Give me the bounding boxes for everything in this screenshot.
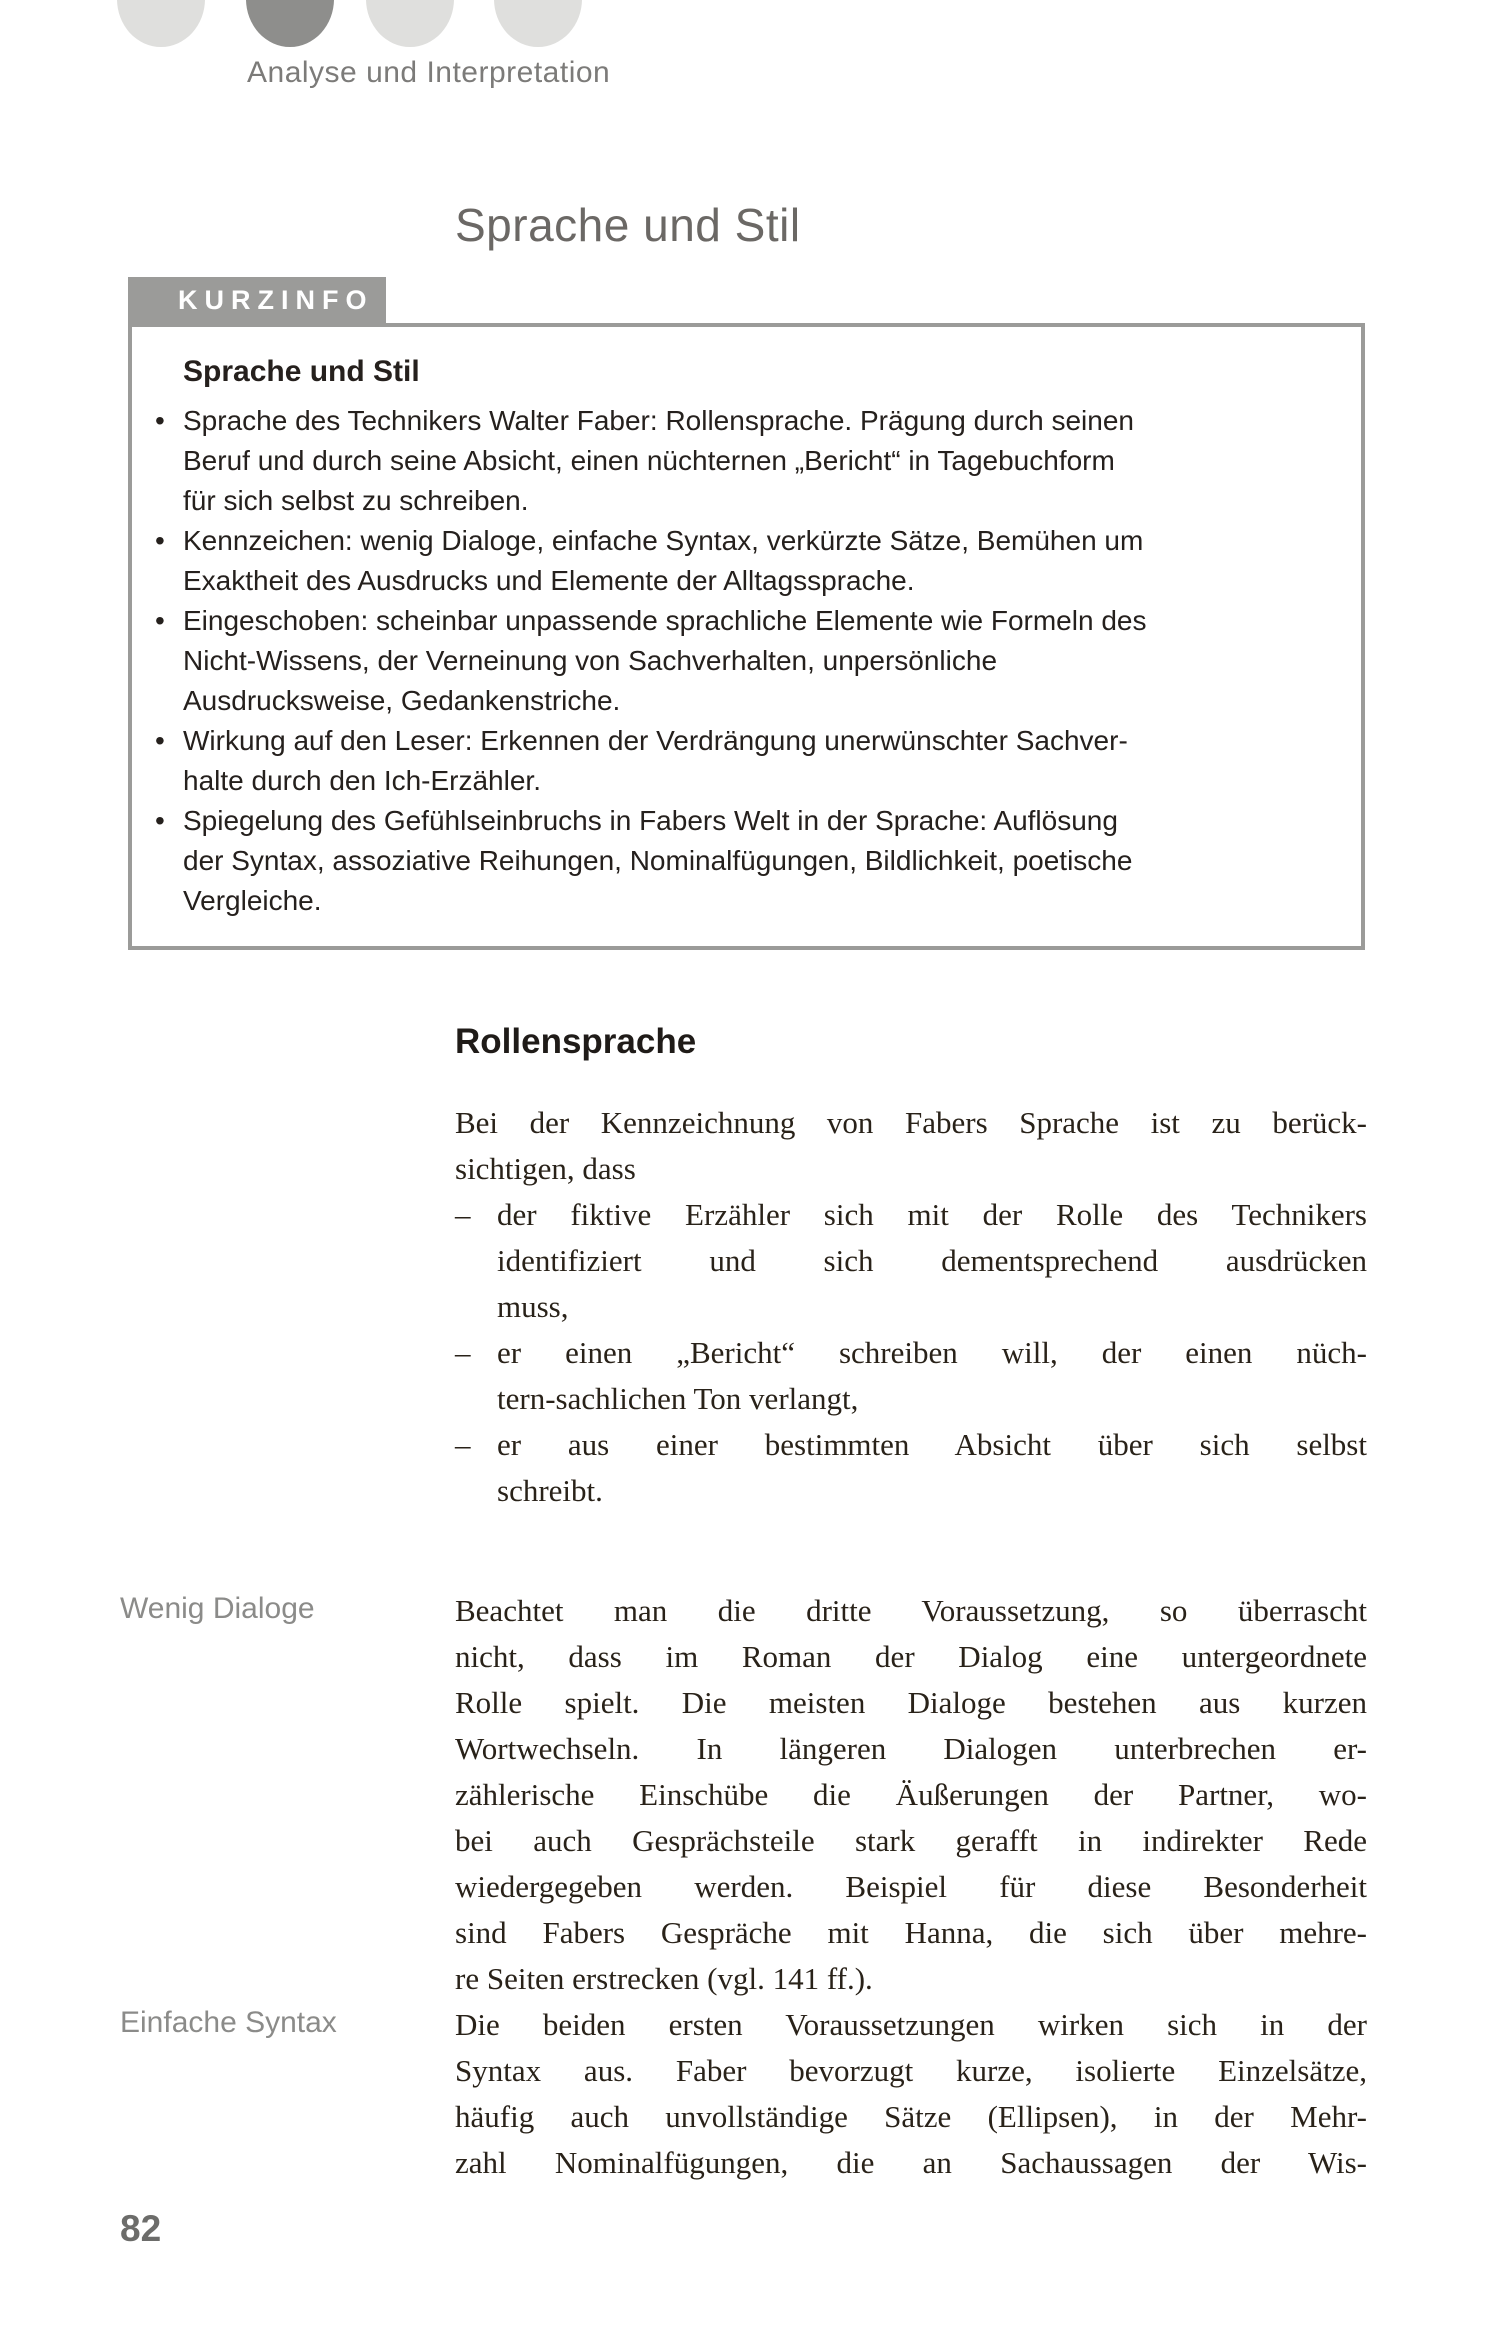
kurzinfo-tab-label: KURZINFO [178, 285, 374, 315]
bullet-marker: • [155, 605, 165, 636]
bullet-text [183, 401, 1321, 521]
chapter-header: Analyse und Interpretation [247, 56, 611, 89]
intro-paragraph [455, 1100, 1367, 1192]
dash-list-item [455, 1330, 1367, 1422]
text-line: halte durch den Ich-Erzähler. [183, 765, 541, 796]
bullet-text [183, 601, 1321, 721]
text-line: Vergleiche. [183, 885, 322, 916]
body-column [455, 1100, 1367, 2186]
dash-item-text [497, 1422, 1367, 1514]
dash-item-text [497, 1192, 1367, 1330]
text-line: schreibt. [497, 1473, 603, 1508]
dash-list [455, 1192, 1367, 1514]
text-line: Eingeschoben: scheinbar unpassende sprachliche Elemente wie Formeln des [183, 605, 1147, 636]
kurzinfo-bullet-item [155, 401, 1321, 521]
kurzinfo-bullet-item [155, 521, 1321, 601]
text-line: identifiziert und sich dementsprechend ausdrücken [497, 1243, 1367, 1278]
text-line: er aus einer bestimmten Absicht über sich selbst [497, 1427, 1367, 1462]
text-line: tern-sachlichen Ton verlangt, [497, 1381, 859, 1416]
dash-list-item [455, 1422, 1367, 1514]
text-line: Exaktheit des Ausdrucks und Elemente der Alltagssprache. [183, 565, 915, 596]
text-line: sind Fabers Gespräche mit Hanna, die sich über mehre- [455, 1915, 1367, 1950]
text-line: Die beiden ersten Voraussetzungen wirken sich in der [455, 2007, 1367, 2042]
text-line: Beachtet man die dritte Voraussetzung, so überrascht [455, 1593, 1367, 1628]
text-line: Spiegelung des Gefühlseinbruchs in Fabers Welt in der Sprache: Auflösung [183, 805, 1118, 836]
text-line: Rolle spielt. Die meisten Dialoge bestehen aus kurzen [455, 1685, 1367, 1720]
section-dot [366, 0, 454, 47]
dash-marker: – [455, 1427, 471, 1462]
text-line: Bei der Kennzeichnung von Fabers Sprache ist zu berück- [455, 1105, 1367, 1140]
kurzinfo-bullet-item [155, 721, 1321, 801]
text-line: Ausdrucksweise, Gedankenstriche. [183, 685, 621, 716]
text-line: zählerische Einschübe die Äußerungen der Partner, wo- [455, 1777, 1367, 1812]
margin-label: Einfache Syntax [120, 2006, 337, 2039]
kurzinfo-tab [128, 277, 386, 324]
text-line: Kennzeichen: wenig Dialoge, einfache Syntax, verkürzte Sätze, Bemühen um [183, 525, 1144, 556]
dash-marker: – [455, 1197, 471, 1232]
text-line: Sprache des Technikers Walter Faber: Rollensprache. Prägung durch seinen [183, 405, 1134, 436]
text-line: der Syntax, assoziative Reihungen, Nominalfügungen, Bildlichkeit, poetische [183, 845, 1133, 876]
page-title: Sprache und Stil [455, 199, 801, 251]
text-line: wiedergegeben werden. Beispiel für diese Besonderheit [455, 1869, 1367, 1904]
kurzinfo-box [128, 323, 1365, 950]
dash-list-item [455, 1192, 1367, 1330]
dash-item-text [497, 1330, 1367, 1422]
bullet-marker: • [155, 525, 165, 556]
bullet-text [183, 521, 1321, 601]
dash-marker: – [455, 1335, 471, 1370]
section-dot [117, 0, 205, 47]
margin-label: Wenig Dialoge [120, 1592, 315, 1625]
text-line: sichtigen, dass [455, 1151, 636, 1186]
body-paragraph [455, 1588, 1367, 2002]
text-line: der fiktive Erzähler sich mit der Rolle des Technikers [497, 1197, 1367, 1232]
kurzinfo-bullet-item [155, 801, 1321, 921]
text-line: er einen „Bericht“ schreiben will, der einen nüch- [497, 1335, 1367, 1370]
text-line: Beruf und durch seine Absicht, einen nüchternen „Bericht“ in Tagebuchform [183, 445, 1115, 476]
text-line: re Seiten erstrecken (vgl. 141 ff.). [455, 1961, 873, 1996]
bullet-marker: • [155, 805, 165, 836]
text-line: muss, [497, 1289, 569, 1324]
text-line: Nicht-Wissens, der Verneinung von Sachverhalten, unpersönliche [183, 645, 998, 676]
section-dot-active [246, 0, 334, 47]
section-heading: Rollensprache [455, 1022, 697, 1061]
page-number: 82 [120, 2208, 162, 2249]
text-line: für sich selbst zu schreiben. [183, 485, 529, 516]
body-paragraph [455, 2002, 1367, 2186]
text-line: zahl Nominalfügungen, die an Sachaussagen der Wis- [455, 2145, 1367, 2180]
kurzinfo-bullet-item [155, 601, 1321, 721]
text-line: Wortwechseln. In längeren Dialogen unterbrechen er- [455, 1731, 1367, 1766]
kurzinfo-heading: Sprache und Stil [183, 355, 420, 388]
bullet-text [183, 801, 1321, 921]
bullet-marker: • [155, 405, 165, 436]
text-line: bei auch Gesprächsteile stark gerafft in indirekter Rede [455, 1823, 1367, 1858]
kurzinfo-bullet-list [155, 401, 1321, 921]
section-progress-dots [0, 0, 1506, 60]
bullet-marker: • [155, 725, 165, 756]
text-line: Wirkung auf den Leser: Erkennen der Verdrängung unerwünschter Sachver- [183, 725, 1128, 756]
text-line: nicht, dass im Roman der Dialog eine untergeordnete [455, 1639, 1367, 1674]
bullet-text [183, 721, 1321, 801]
text-line: häufig auch unvollständige Sätze (Ellipsen), in der Mehr- [455, 2099, 1367, 2134]
text-line: Syntax aus. Faber bevorzugt kurze, isolierte Einzelsätze, [455, 2053, 1367, 2088]
section-dot [494, 0, 582, 47]
